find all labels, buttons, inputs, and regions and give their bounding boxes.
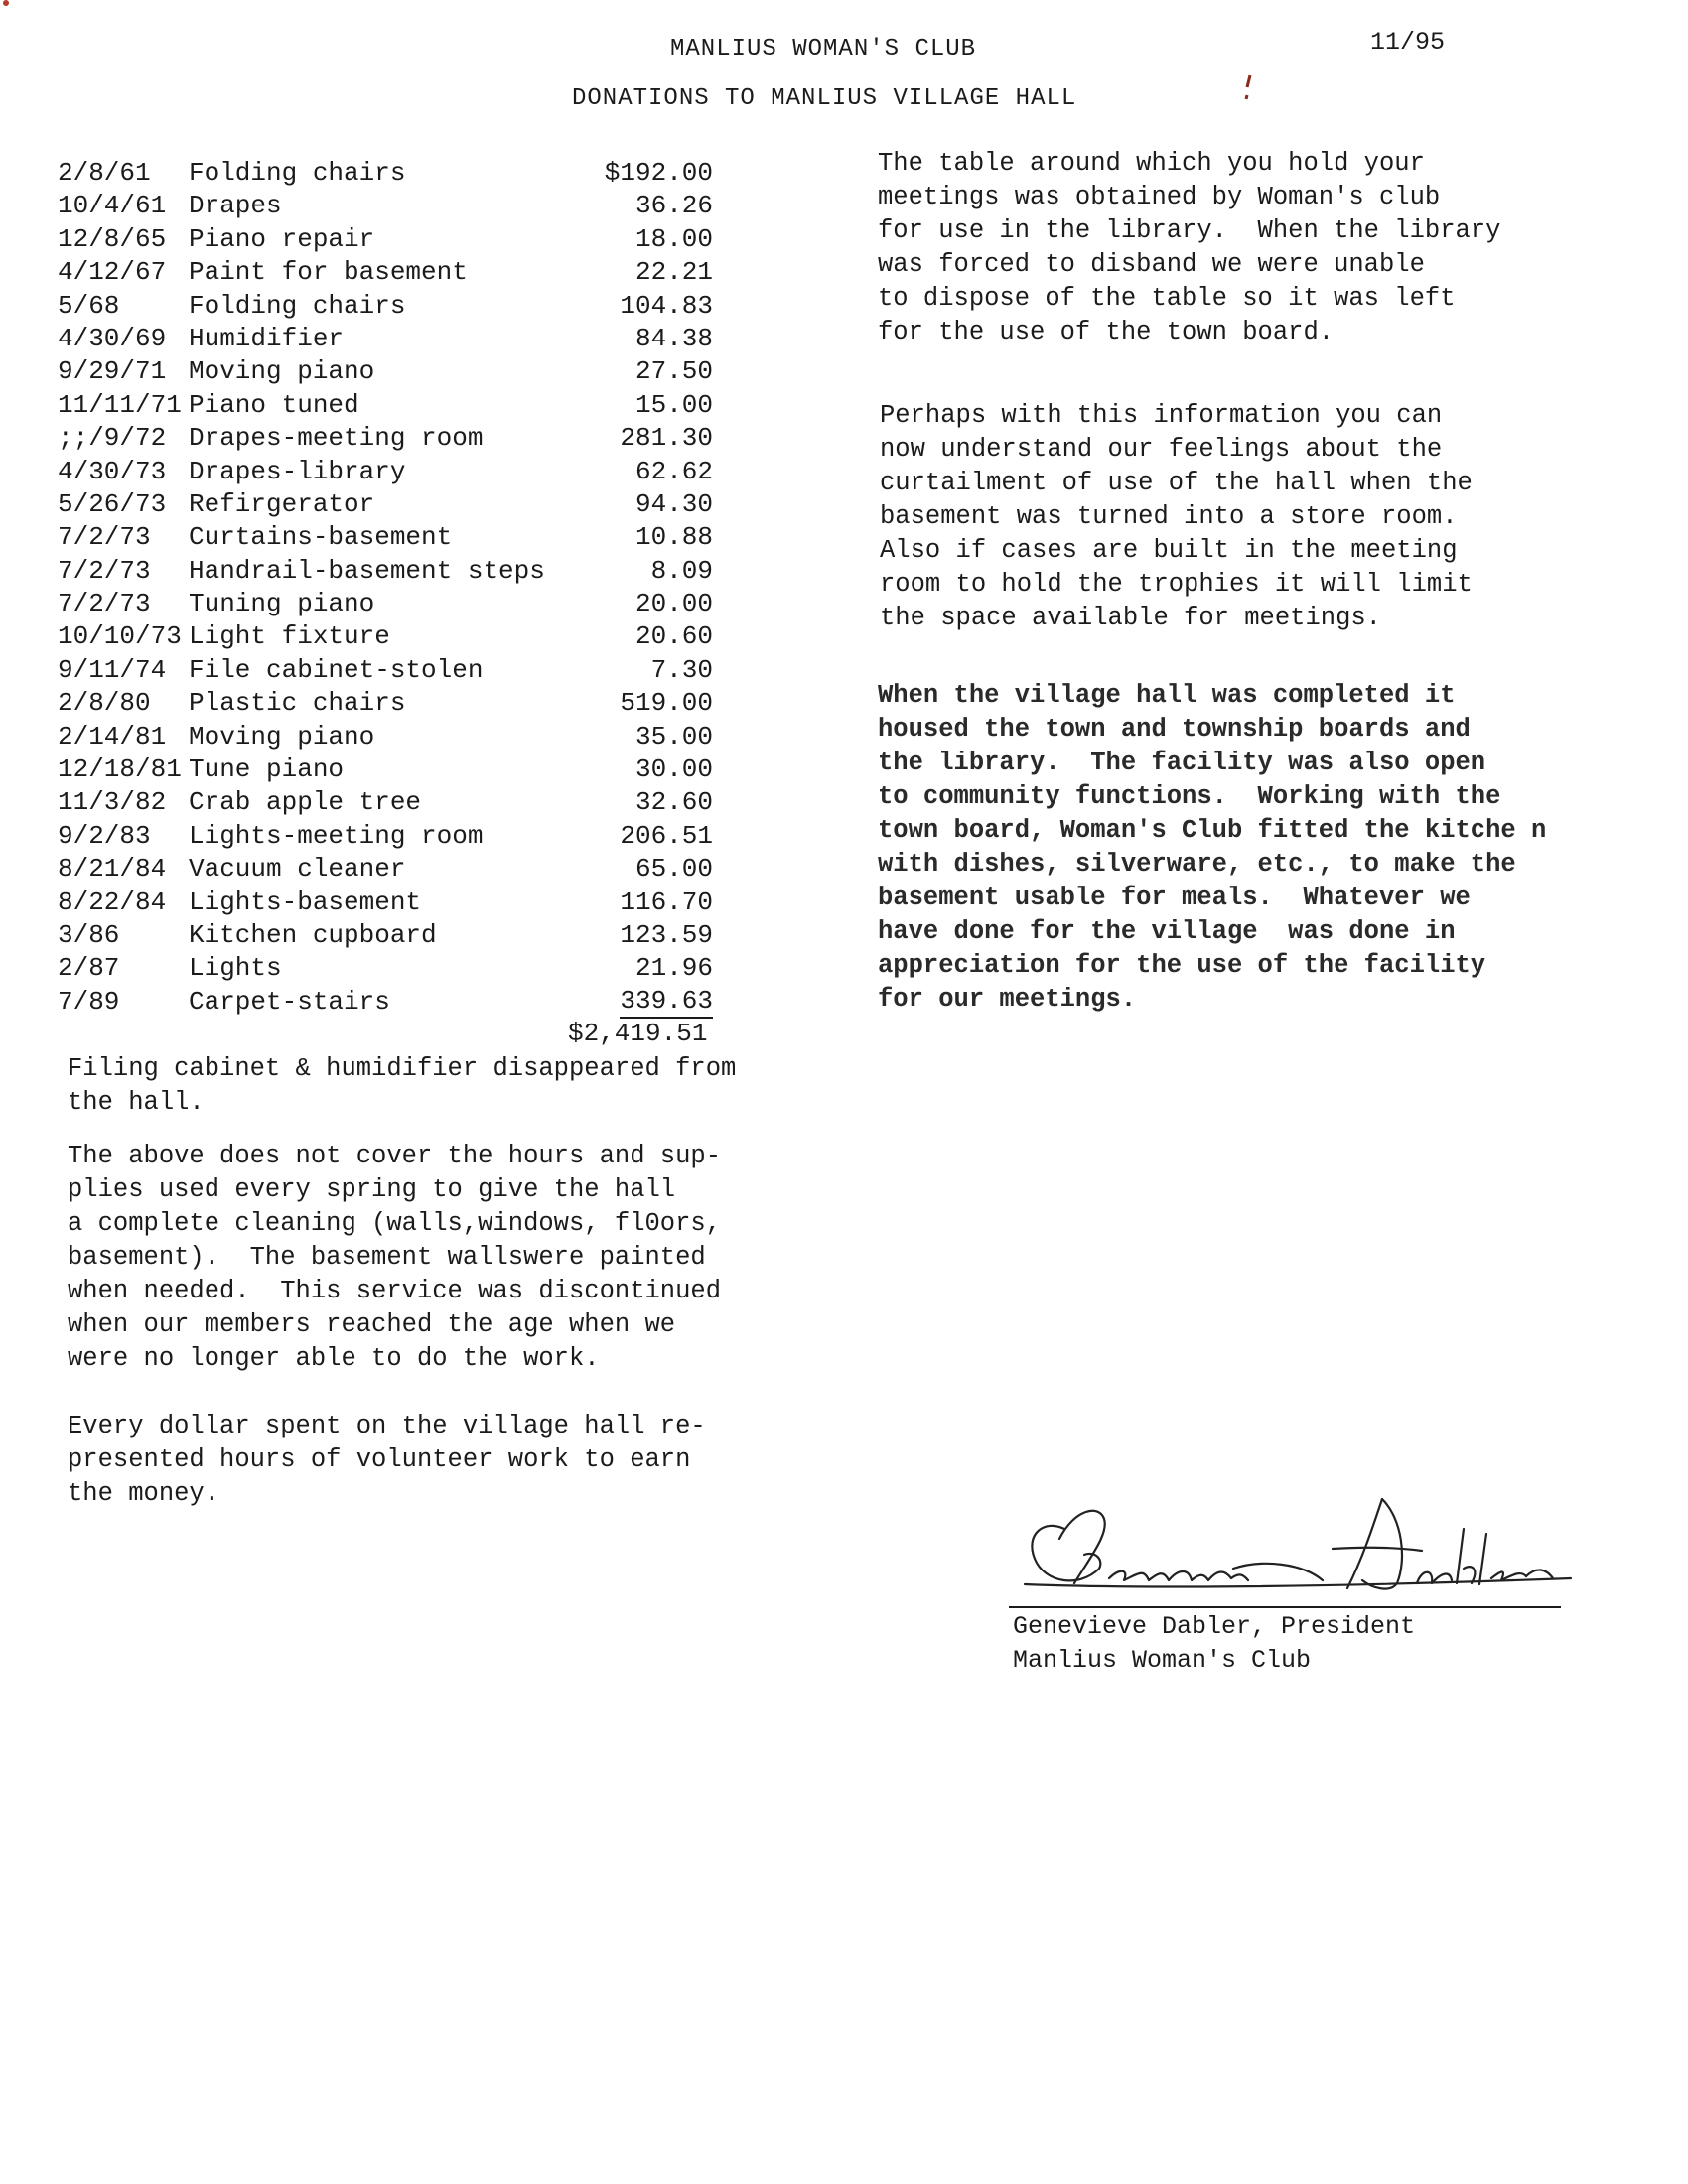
signer-organization: Manlius Woman's Club <box>1013 1646 1312 1675</box>
donation-item: Folding chairs <box>189 158 406 188</box>
donation-row <box>58 753 713 786</box>
donation-item: Lights-meeting room <box>189 820 484 851</box>
donation-row <box>58 654 713 687</box>
donation-item: File cabinet-stolen <box>189 654 484 685</box>
volunteer-hours-paragraph: The above does not cover the hours and sup- plies used every spring to give the hall a complete cleaning (walls,windows, fl0ors, basement). The basement wallswere painted when needed. This service was discontinued when our members reached the age when we were no longer able to do the work. <box>68 1142 722 1373</box>
donation-row <box>58 687 713 720</box>
donation-item: Tuning piano <box>189 589 375 619</box>
donation-amount: 20.60 <box>634 621 713 652</box>
donation-date: 2/8/80 <box>58 688 151 719</box>
donation-row <box>58 887 713 919</box>
donation-date: 7/2/73 <box>58 589 151 619</box>
donation-row <box>58 323 713 355</box>
donation-date: 7/2/73 <box>58 522 151 553</box>
donation-amount: 21.96 <box>634 953 713 984</box>
donation-amount: 20.00 <box>634 589 713 619</box>
donation-date: 10/10/73 <box>58 621 182 652</box>
donation-date: 5/68 <box>58 290 120 321</box>
donation-row <box>58 223 713 256</box>
donation-date: 4/12/67 <box>58 257 167 288</box>
donation-list <box>58 157 713 1019</box>
donation-date: 4/30/73 <box>58 456 167 486</box>
donation-item: Light fixture <box>189 621 390 652</box>
donation-item: Tune piano <box>189 754 345 785</box>
donation-row <box>58 256 713 289</box>
donation-date: 8/21/84 <box>58 854 167 885</box>
donation-item: Lights-basement <box>189 887 422 917</box>
donation-item: Moving piano <box>189 721 375 751</box>
donation-date: 2/14/81 <box>58 721 167 751</box>
donation-amount: 8.09 <box>650 555 713 586</box>
donation-amount: 18.00 <box>634 223 713 254</box>
donation-date: 2/8/61 <box>58 158 151 188</box>
donation-item: Paint for basement <box>189 257 468 288</box>
donation-item: Kitchen cupboard <box>189 919 437 950</box>
donation-row <box>58 290 713 323</box>
donation-item: Humidifier <box>189 323 345 353</box>
donation-amount: 36.26 <box>634 191 713 221</box>
donation-row <box>58 157 713 190</box>
corner-ink-mark <box>0 0 14 10</box>
donation-date: 12/8/65 <box>58 223 167 254</box>
signer-name: Genevieve Dabler, President <box>1013 1612 1416 1641</box>
donation-amount: 10.88 <box>634 522 713 553</box>
donation-row <box>58 919 713 952</box>
document-date: 11/95 <box>1370 28 1446 57</box>
donation-row <box>58 555 713 588</box>
donation-row <box>58 355 713 388</box>
ink-mark <box>1241 73 1255 103</box>
missing-items-note: Filing cabinet & humidifier disappeared from the hall. <box>68 1054 737 1117</box>
donation-item: Curtains-basement <box>189 522 453 553</box>
donation-amount: $192.00 <box>604 158 713 188</box>
donation-row <box>58 853 713 886</box>
village-hall-history-paragraph: When the village hall was completed it housed the town and township boards and the library. The facility was also open to community functions. Working with the town board, Woman's Club fitted the kitche n with dishes, silverware, etc., to make the basement usable for meals. Whatever we have done for the village was done in appreciation for the use of the facility for our meetings. <box>878 681 1547 1014</box>
donation-row <box>58 786 713 819</box>
donation-amount: 84.38 <box>634 323 713 353</box>
donation-row <box>58 456 713 488</box>
donation-date: 9/29/71 <box>58 356 167 387</box>
donation-row <box>58 952 713 985</box>
donation-date: 8/22/84 <box>58 887 167 917</box>
donation-amount: 22.21 <box>634 257 713 288</box>
donation-item: Drapes-meeting room <box>189 423 484 454</box>
donation-date: 10/4/61 <box>58 191 167 221</box>
donation-amount: 104.83 <box>620 290 713 321</box>
donation-date: 12/18/81 <box>58 754 182 785</box>
donation-item: Crab apple tree <box>189 787 422 818</box>
donation-date: 9/11/74 <box>58 654 167 685</box>
donation-item: Folding chairs <box>189 290 406 321</box>
donation-row <box>58 422 713 455</box>
donation-row <box>58 721 713 753</box>
document-subtitle: DONATIONS TO MANLIUS VILLAGE HALL <box>572 85 1077 112</box>
donation-date: 5/26/73 <box>58 488 167 519</box>
donation-item: Carpet-stairs <box>189 986 390 1017</box>
signature-line <box>1009 1606 1561 1608</box>
donation-row <box>58 521 713 554</box>
signer-block <box>1013 1610 1415 1678</box>
donation-item: Piano repair <box>189 223 375 254</box>
donation-date: 4/30/69 <box>58 323 167 353</box>
donation-item: Drapes-library <box>189 456 406 486</box>
donation-item: Lights <box>189 953 282 984</box>
donation-amount: 94.30 <box>634 488 713 519</box>
curtailment-paragraph: Perhaps with this information you can now understand our feelings about the curtailment of use of the hall when the basement was turned into a store room. Also if cases are built in the meeting room to hold the trophies it will limit the space available for meetings. <box>880 401 1473 632</box>
donation-row <box>58 488 713 521</box>
donation-item: Drapes <box>189 191 282 221</box>
donation-amount: 65.00 <box>634 854 713 885</box>
donation-amount: 116.70 <box>620 887 713 917</box>
donation-row <box>58 820 713 853</box>
donation-row <box>58 389 713 422</box>
donation-amount: 339.63 <box>620 986 713 1019</box>
donation-amount: 519.00 <box>620 688 713 719</box>
donation-amount: 15.00 <box>634 389 713 420</box>
donation-amount: 206.51 <box>620 820 713 851</box>
donation-row <box>58 986 713 1019</box>
donation-date: 7/2/73 <box>58 555 151 586</box>
donation-amount: 7.30 <box>650 654 713 685</box>
donation-row <box>58 620 713 653</box>
donation-date: 11/3/82 <box>58 787 167 818</box>
donation-date: 2/87 <box>58 953 120 984</box>
donation-amount: 27.50 <box>634 356 713 387</box>
donation-item: Moving piano <box>189 356 375 387</box>
donation-item: Plastic chairs <box>189 688 406 719</box>
donation-total: $2,419.51 <box>568 1019 708 1048</box>
donation-row <box>58 588 713 620</box>
donation-date: 7/89 <box>58 986 120 1017</box>
donation-amount: 62.62 <box>634 456 713 486</box>
donation-date: 9/2/83 <box>58 820 151 851</box>
donation-item: Handrail-basement steps <box>189 555 545 586</box>
donation-date: 3/86 <box>58 919 120 950</box>
donation-date: ;;/9/72 <box>58 423 167 454</box>
donation-row <box>58 190 713 222</box>
donation-amount: 30.00 <box>634 754 713 785</box>
donation-amount: 32.60 <box>634 787 713 818</box>
club-title: MANLIUS WOMAN'S CLUB <box>670 36 977 63</box>
meeting-table-paragraph: The table around which you hold your meetings was obtained by Woman's club for use in the library. When the library was forced to disband we were unable to dispose of the table so it was left for the use of the town board. <box>878 149 1501 346</box>
donation-amount: 281.30 <box>620 423 713 454</box>
handwritten-signature <box>1005 1489 1581 1608</box>
donation-item: Vacuum cleaner <box>189 854 406 885</box>
volunteer-dollar-paragraph: Every dollar spent on the village hall re- presented hours of volunteer work to earn the money. <box>68 1412 706 1508</box>
donation-date: 11/11/71 <box>58 389 182 420</box>
donation-item: Piano tuned <box>189 389 359 420</box>
donation-amount: 123.59 <box>620 919 713 950</box>
donation-item: Refirgerator <box>189 488 375 519</box>
donation-amount: 35.00 <box>634 721 713 751</box>
